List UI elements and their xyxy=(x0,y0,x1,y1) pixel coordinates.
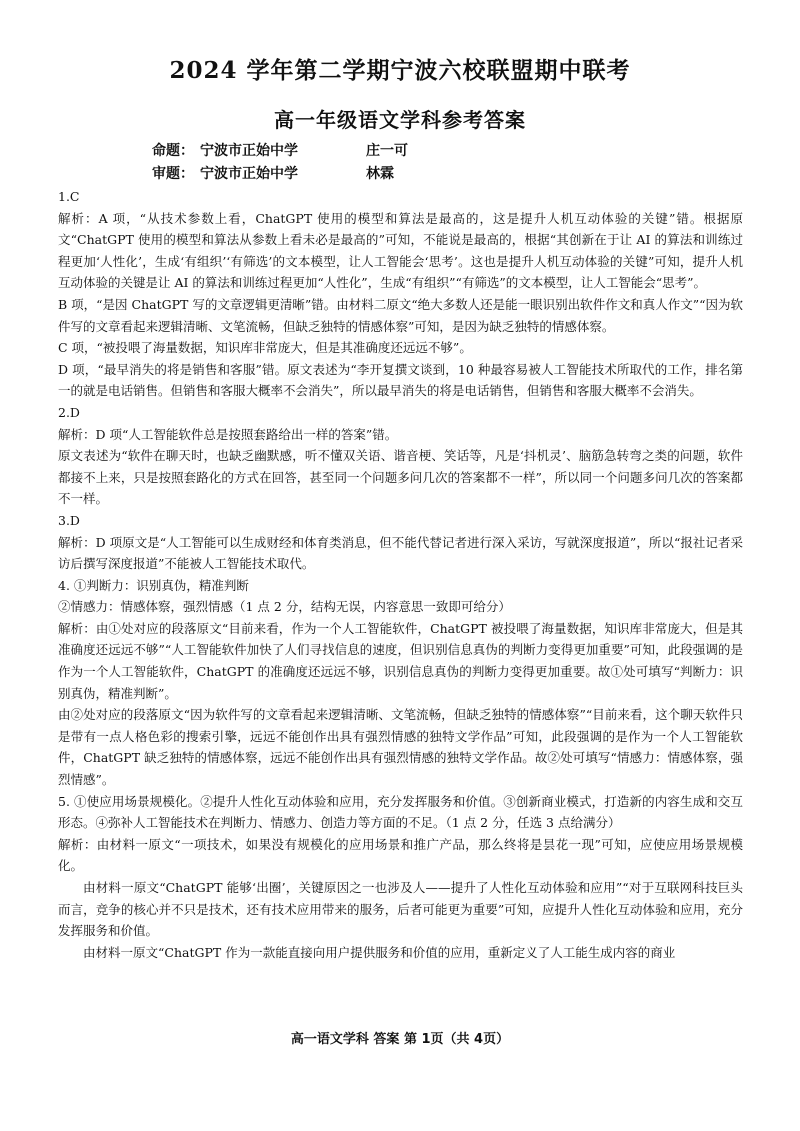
answer-content xyxy=(58,186,743,963)
credit-row-reviewer xyxy=(152,163,408,186)
answer-item: 5. ①使应用场景规模化。②提升人性化互动体验和应用，充分发挥服务和价值。③创新商业模式，打造新的内容生成和交互形态。④弥补人工智能技术在判断力、情感力、创造力等方面的不足。（1 点 2 分，任选 3 点给满分） xyxy=(58,793,743,831)
analysis-paragraph: 由材料一原文“ChatGPT 作为一款能直接向用户提供服务和价值的应用，重新定义了人工能生成内容的商业 xyxy=(83,944,676,960)
exam-title: 2024 学年第二学期宁波六校联盟期中联考 xyxy=(169,57,631,84)
credit-label: 审题： xyxy=(152,166,194,182)
credit-label: 命题： xyxy=(152,143,194,159)
answer-item: ②情感力：情感体察，强烈情感（1 点 2 分，结构无误，内容意思一致即可给分） xyxy=(58,599,511,615)
credit-name: 庄一可 xyxy=(366,143,408,159)
analysis-paragraph: C 项，“被投喂了海量数据，知识库非常庞大，但是其准确度还远远不够”。 xyxy=(58,340,472,356)
analysis-paragraph: 解析：由①处对应的段落原文“目前来看，作为一个人工智能软件，ChatGPT 被投喂了海量数据，知识库非常庞大，但是其准确度还远远不够”“人工智能软件加快了人们寻找信息的速度，但识别信息真伪的判断力变得更加重要”可知，此段强调的是作为一个人工智能软件，ChatGPT 的准确度还远远不够，识别信息真伪的判断力变得更加重要。故①处可填写“判断力：识别真伪，精准判断”。 xyxy=(58,620,743,701)
answer-subtitle: 高一年级语文学科参考答案 xyxy=(274,108,526,132)
analysis-paragraph: 解析：A 项，“从技术参数上看，ChatGPT 使用的模型和算法是最高的，这是提升人机互动体验的关键”错。根据原文“ChatGPT 使用的模型和算法从参数上看未必是最高的”可知，不能说是最高的，根据“其创新在于让 AI 的算法和训练过程更加‘人性化’，生成‘有组织’‘有筛选’的文本模型，让人工智能会‘思考’。这也是提升人机互动体验的关键”可知，提升人机互动体验的关键是让 AI 的算法和训练过程更加“人性化”，生成“有组织”“有筛选”的文本模型，让人工智能会“思考”。 xyxy=(58,210,743,291)
credit-row-setter xyxy=(152,140,408,163)
credit-school: 宁波市正始中学 xyxy=(200,143,298,159)
credit-school: 宁波市正始中学 xyxy=(200,166,298,182)
analysis-paragraph: 解析：D 项原文是“人工智能可以生成财经和体育类消息，但不能代替记者进行深入采访，写就深度报道”，所以“报社记者采访后撰写深度报道”不能被人工智能技术取代。 xyxy=(58,534,743,572)
analysis-paragraph: D 项，“最早消失的将是销售和客服”错。原文表述为“李开复撰文谈到，10 种最容易被人工智能技术所取代的工作，排名第一的就是电话销售。但销售和客服大概率不会消失”，所以最早消失的将是电话销售，但销售和客服大概率不会消失。 xyxy=(58,361,743,399)
credit-name: 林霖 xyxy=(366,166,394,182)
analysis-paragraph: 解析：D 项“人工智能软件总是按照套路给出一样的答案”错。 xyxy=(58,426,398,442)
answer-number: 2.D xyxy=(58,404,80,420)
analysis-paragraph: 由②处对应的段落原文“因为软件写的文章看起来逻辑清晰、文笔流畅，但缺乏独特的情感体察”“目前来看，这个聊天软件只是带有一点人格色彩的搜索引擎，远远不能创作出具有强烈情感的独特文学作品”可知，此段强调的是作为一个人工智能软件，ChatGPT 缺乏独特的情感体察，远远不能创作出具有强烈情感的独特文学作品。故②处可填写“情感力：情感体察，强烈情感”。 xyxy=(58,707,743,788)
analysis-paragraph: 原文表述为“软件在聊天时，也缺乏幽默感，听不懂双关语、谐音梗、笑话等，凡是‘抖机灵’、脑筋急转弯之类的问题，软件都接不上来，只是按照套路化的方式在回答，甚至同一个问题多问几次的答案都不一样”，所以同一个问题多问几次的答案都不一样。 xyxy=(58,448,743,507)
analysis-paragraph: B 项，“是因 ChatGPT 写的文章逻辑更清晰”错。由材料二原文“绝大多数人还是能一眼识别出软件作文和真人作文”“因为软件写的文章看起来逻辑清晰、文笔流畅，但缺乏独特的情感体察”可知，是因为缺乏独特的情感体察。 xyxy=(58,296,743,334)
page-footer: 高一语文学科 答案 第 1页（共 4页） xyxy=(290,1032,510,1047)
credits-block xyxy=(152,140,408,186)
analysis-paragraph: 由材料一原文“ChatGPT 能够‘出圈’，关键原因之一也涉及人——提升了人性化互动体验和应用”“对于互联网科技巨头而言，竞争的核心并不只是技术，还有技术应用带来的服务，后者可能更为重要”可知，应提升人性化互动体验和应用，充分发挥服务和价值。 xyxy=(58,880,743,939)
analysis-paragraph: 解析：由材料一原文“一项技术，如果没有规模化的应用场景和推广产品，那么终将是昙花一现”可知，应使应用场景规模化。 xyxy=(58,836,743,874)
answer-number: 1.C xyxy=(58,189,80,204)
answer-item: 4. ①判断力：识别真伪，精准判断 xyxy=(58,577,249,593)
answer-number: 3.D xyxy=(58,512,80,528)
